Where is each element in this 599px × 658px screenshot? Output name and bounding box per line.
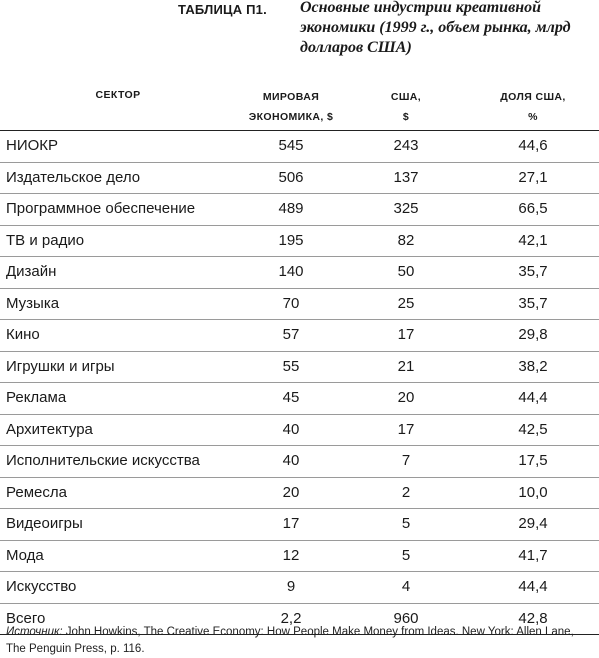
table-row xyxy=(0,226,599,258)
cell-usa: 4 xyxy=(401,578,411,595)
cell-usa: 7 xyxy=(401,452,411,469)
cell-world-economy: 57 xyxy=(282,326,300,343)
cell-sector: Исполнительские искусства xyxy=(6,452,200,469)
table-row xyxy=(0,478,599,510)
data-table xyxy=(0,80,599,635)
cell-usa: 20 xyxy=(397,389,415,406)
cell-sector: Музыка xyxy=(6,294,60,312)
cell-sector: Дизайн xyxy=(6,263,57,280)
cell-sector: Реклама xyxy=(6,389,67,406)
table-row xyxy=(0,383,599,415)
cell-world-economy: 17 xyxy=(282,515,300,532)
cell-usa: 137 xyxy=(393,168,419,186)
cell-world-economy: 195 xyxy=(278,231,304,249)
cell-sector: Ремесла xyxy=(6,483,67,501)
cell-usa-share: 27,1 xyxy=(518,168,548,186)
source-text: John Howkins, The Creative Economy: How People Make Money from Ideas. New York: Allen Lane, The Penguin Press, p. 116. xyxy=(6,626,574,655)
cell-world-economy: 20 xyxy=(282,483,300,501)
table-number: ТАБЛИЦА П1. xyxy=(178,2,267,17)
cell-sector: Игрушки и игры xyxy=(6,357,115,375)
cell-sector: Кино xyxy=(6,326,40,343)
cell-usa-share: 42,8 xyxy=(518,609,548,627)
cell-usa: 82 xyxy=(397,231,415,249)
header-world-line1: МИРОВАЯ xyxy=(262,91,320,103)
source-label: Источник: xyxy=(6,626,63,638)
cell-world-economy: 12 xyxy=(282,546,300,564)
cell-usa-share: 41,7 xyxy=(518,546,548,564)
header-share-line2: % xyxy=(528,111,538,123)
cell-usa: 325 xyxy=(393,200,419,217)
table-row xyxy=(0,163,599,195)
cell-sector: Мода xyxy=(6,546,44,564)
cell-world-economy: 9 xyxy=(286,578,296,595)
cell-usa-share: 35,7 xyxy=(518,294,548,312)
cell-usa-share: 10,0 xyxy=(518,483,548,501)
header-sector xyxy=(0,85,236,105)
cell-world-economy: 545 xyxy=(278,137,304,154)
table-row xyxy=(0,541,599,573)
cell-world-economy: 40 xyxy=(282,420,300,438)
cell-world-economy: 40 xyxy=(282,452,300,469)
cell-world-economy: 2,2 xyxy=(280,609,302,627)
cell-usa-share: 17,5 xyxy=(518,452,548,469)
cell-usa: 5 xyxy=(401,515,411,532)
cell-usa: 2 xyxy=(401,483,411,501)
table-row xyxy=(0,320,599,352)
cell-sector: Архитектура xyxy=(6,420,93,438)
cell-world-economy: 140 xyxy=(278,263,304,280)
cell-usa: 243 xyxy=(393,137,419,154)
cell-usa-share: 44,4 xyxy=(518,578,548,595)
cell-usa: 25 xyxy=(397,294,415,312)
cell-world-economy: 55 xyxy=(282,357,300,375)
cell-usa-share: 29,8 xyxy=(518,326,548,343)
cell-usa: 17 xyxy=(397,420,415,438)
cell-world-economy: 506 xyxy=(278,168,304,186)
cell-world-economy: 489 xyxy=(278,200,304,217)
table-row xyxy=(0,415,599,447)
table-row xyxy=(0,572,599,604)
table-row xyxy=(0,446,599,478)
header-usa-line2: $ xyxy=(402,111,410,123)
table-row xyxy=(0,352,599,384)
cell-usa-share: 29,4 xyxy=(518,515,548,532)
cell-usa-share: 66,5 xyxy=(518,200,548,217)
table-header xyxy=(0,80,599,130)
cell-usa-share: 42,1 xyxy=(518,231,548,249)
cell-sector: Видеоигры xyxy=(6,515,83,532)
cell-usa: 960 xyxy=(393,609,419,627)
cell-usa-share: 38,2 xyxy=(518,357,548,375)
source-note xyxy=(6,624,596,658)
table-row xyxy=(0,289,599,321)
cell-usa: 50 xyxy=(397,263,415,280)
cell-sector: Программное обеспечение xyxy=(6,200,196,217)
cell-world-economy: 70 xyxy=(282,294,300,312)
header-world-line2: ЭКОНОМИКА, $ xyxy=(248,111,334,123)
cell-sector: НИОКР xyxy=(6,137,59,154)
cell-sector: Искусство xyxy=(6,578,77,595)
cell-usa: 21 xyxy=(397,357,415,375)
table-caption xyxy=(0,0,599,70)
header-sector-label: СЕКТОР xyxy=(95,89,141,101)
table-body xyxy=(0,130,599,635)
header-usa xyxy=(346,87,466,127)
table-title: Основные индустрии креативной экономики (1999 г., объем рынка, млрд долларов США) xyxy=(300,0,571,56)
cell-usa: 17 xyxy=(397,326,415,343)
cell-world-economy: 45 xyxy=(282,389,300,406)
header-usa-line1: США, xyxy=(390,91,422,103)
table-row xyxy=(0,194,599,226)
table-row xyxy=(0,509,599,541)
table-row xyxy=(0,131,599,163)
cell-usa-share: 35,7 xyxy=(518,263,548,280)
table-row xyxy=(0,257,599,289)
cell-usa-share: 44,6 xyxy=(518,137,548,154)
header-world-economy xyxy=(236,87,346,127)
cell-usa-share: 44,4 xyxy=(518,389,548,406)
header-usa-share xyxy=(466,87,599,127)
cell-usa: 5 xyxy=(401,546,411,564)
header-share-line1: ДОЛЯ США, xyxy=(500,91,566,103)
cell-usa-share: 42,5 xyxy=(518,420,548,438)
cell-sector: Всего xyxy=(6,609,46,627)
cell-sector: Издательское дело xyxy=(6,168,141,186)
cell-sector: ТВ и радио xyxy=(6,231,85,249)
